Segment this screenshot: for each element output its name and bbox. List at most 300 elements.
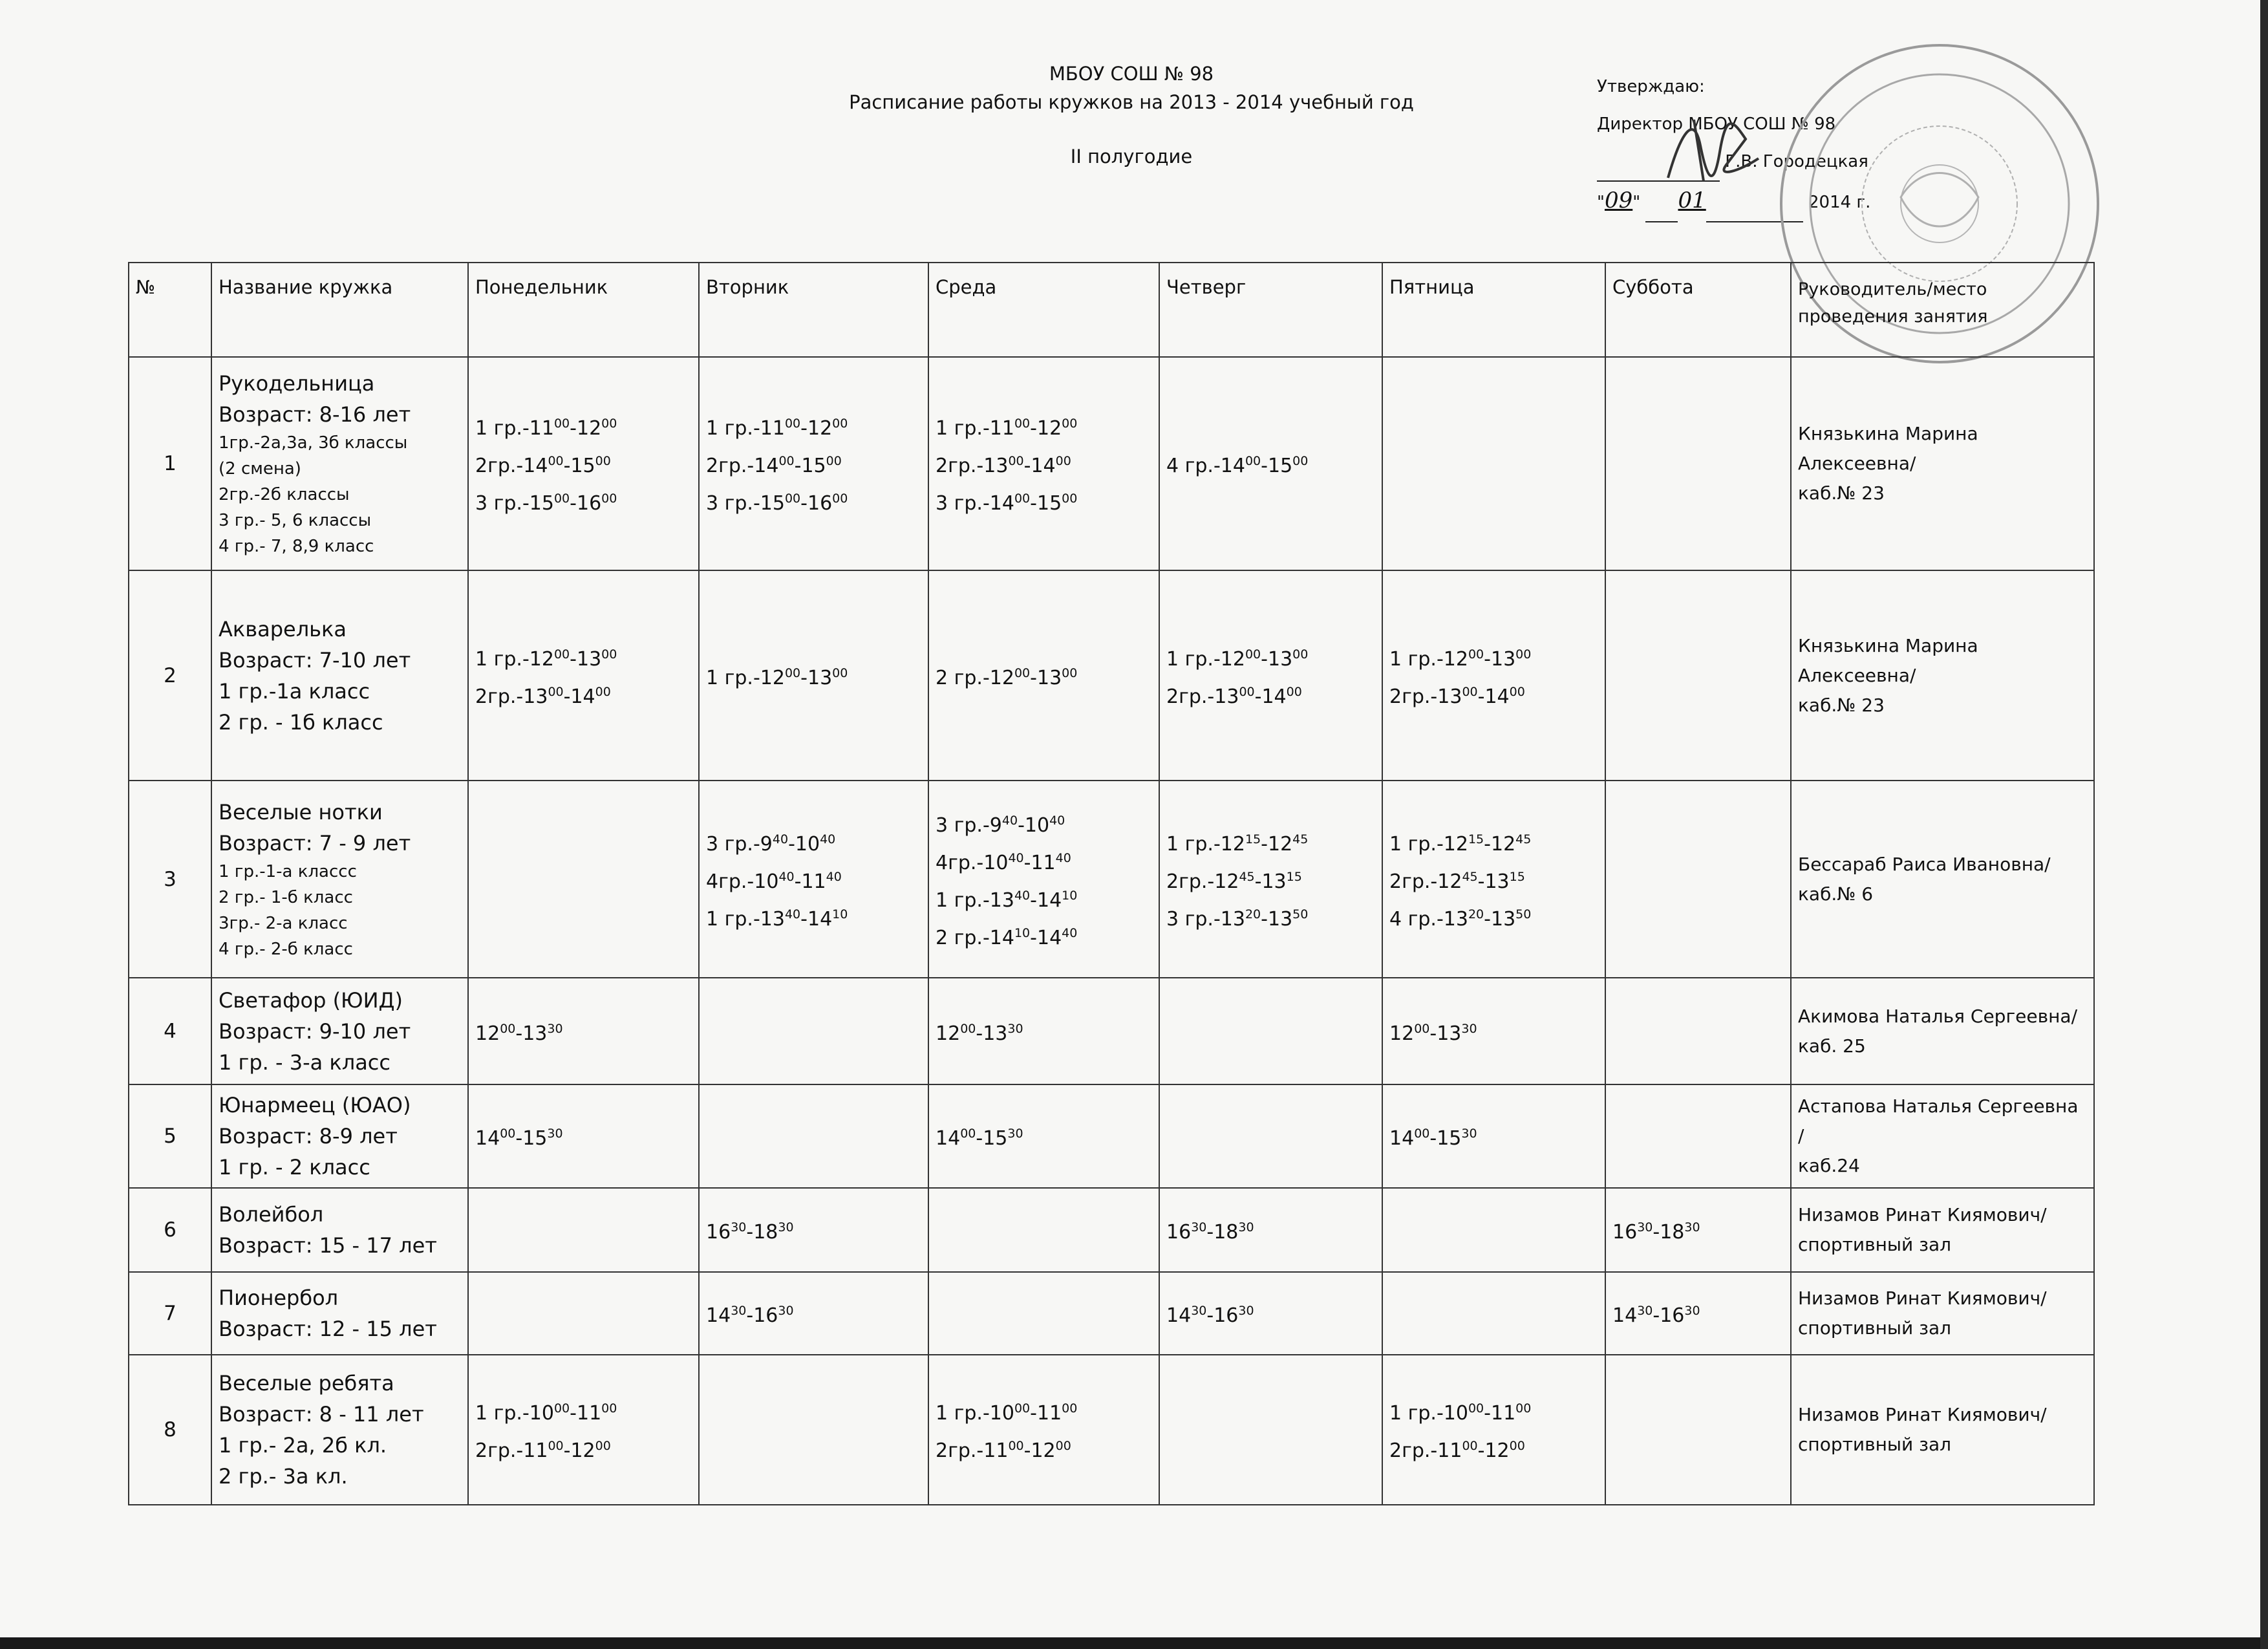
table-row bbox=[129, 1355, 2094, 1505]
schedule-cell-tue bbox=[699, 357, 928, 570]
leader-line: Бессараб Раиса Ивановна/ bbox=[1798, 853, 2051, 875]
table-row bbox=[129, 1188, 2094, 1272]
time-slot: $12^{00}-13^{30}$ bbox=[475, 1021, 563, 1045]
minutes: 30 bbox=[1637, 1304, 1653, 1318]
minutes: 30 bbox=[1637, 1220, 1653, 1234]
club-group: 2 гр.- 1-б класс bbox=[219, 887, 353, 907]
col-header-thu: Четверг bbox=[1159, 263, 1382, 357]
time-slot: 3 $гр.-15^{00}-16^{00}$ bbox=[475, 491, 617, 515]
row-number: 3 bbox=[129, 781, 211, 978]
minutes: 00 bbox=[595, 454, 611, 468]
semester-label: II полугодие bbox=[1070, 146, 1193, 167]
schedule-cell-sat bbox=[1605, 1355, 1791, 1505]
minutes: 00 bbox=[595, 1439, 611, 1453]
time-slot: 3 $гр.-9^{40}-10^{40}$ bbox=[706, 832, 836, 856]
col-header-tue: Вторник bbox=[699, 263, 928, 357]
club-cell bbox=[211, 1188, 468, 1272]
club-cell bbox=[211, 781, 468, 978]
minutes: 00 bbox=[1286, 684, 1302, 699]
row-number: 2 bbox=[129, 570, 211, 781]
minutes: 30 bbox=[1191, 1220, 1207, 1234]
minutes: 20 bbox=[1245, 907, 1261, 921]
time-slot: $16^{30}-18^{30}$ bbox=[1612, 1220, 1700, 1244]
leader-line: каб.24 bbox=[1798, 1155, 1860, 1176]
minutes: 00 bbox=[1239, 684, 1255, 699]
leader-cell bbox=[1791, 1084, 2094, 1188]
row-number: 1 bbox=[129, 357, 211, 570]
schedule-cell-fri bbox=[1382, 781, 1605, 978]
document-header bbox=[711, 59, 1552, 171]
minutes: 40 bbox=[784, 907, 801, 921]
minutes: 15 bbox=[1286, 869, 1302, 884]
leader-line: каб.№ 23 bbox=[1798, 482, 1885, 504]
leader-line: каб.№ 23 bbox=[1798, 694, 1885, 716]
row-number: 7 bbox=[129, 1272, 211, 1355]
time-slot: $12^{00}-13^{30}$ bbox=[1389, 1021, 1477, 1045]
time-slot: $2гр.-14^{00}-15^{00}$ bbox=[475, 454, 611, 477]
time-slot: 1 $гр.-12^{00}-13^{00}$ bbox=[475, 647, 617, 671]
minutes: 15 bbox=[1468, 832, 1484, 846]
club-age: Возраст: 8-9 лет bbox=[219, 1124, 398, 1148]
time-slot: 3 $гр.-9^{40}-10^{40}$ bbox=[936, 813, 1065, 837]
club-group: 1 гр.-1-а классс bbox=[219, 861, 357, 881]
club-age: Возраст: 12 - 15 лет bbox=[219, 1317, 437, 1341]
minutes: 40 bbox=[1001, 813, 1018, 828]
schedule-cell-thu bbox=[1159, 978, 1382, 1084]
minutes: 00 bbox=[1462, 1439, 1478, 1453]
time-slot: $2гр.-11^{00}-12^{00}$ bbox=[936, 1439, 1071, 1462]
minutes: 00 bbox=[1509, 1439, 1525, 1453]
schedule-table bbox=[128, 262, 2095, 1505]
time-slot: $16^{30}-18^{30}$ bbox=[706, 1220, 794, 1244]
leader-line: спортивный зал bbox=[1798, 1234, 1952, 1255]
minutes: 00 bbox=[1062, 416, 1078, 431]
club-name: Веселые нотки bbox=[219, 799, 383, 824]
schedule-cell-wed bbox=[928, 1188, 1159, 1272]
leader-line: Акимова Наталья Сергеевна/ bbox=[1798, 1005, 2078, 1027]
approval-year: 2014 г. bbox=[1808, 193, 1871, 212]
minutes: 30 bbox=[547, 1021, 563, 1036]
time-slot: $14^{00}-15^{30}$ bbox=[1389, 1126, 1477, 1150]
schedule-cell-fri bbox=[1382, 1084, 1605, 1188]
time-slot: 1 $гр.-11^{00}-12^{00}$ bbox=[475, 416, 617, 440]
approval-date: "09" 01 2014 г. bbox=[1597, 182, 1959, 222]
club-group: 3 гр.- 5, 6 классы bbox=[219, 511, 372, 530]
minutes: 00 bbox=[500, 1126, 516, 1141]
time-slot: 2 $гр.-14^{10}-14^{40}$ bbox=[936, 925, 1078, 949]
schedule-cell-wed bbox=[928, 570, 1159, 781]
schedule-cell-tue bbox=[699, 1355, 928, 1505]
time-slot: $2гр.-12^{45}-13^{15}$ bbox=[1389, 869, 1525, 893]
table-row bbox=[129, 570, 2094, 781]
time-slot: $14^{30}-16^{30}$ bbox=[1612, 1304, 1700, 1327]
schedule-cell-wed bbox=[928, 781, 1159, 978]
time-slot: $2гр.-11^{00}-12^{00}$ bbox=[475, 1439, 611, 1462]
time-slot: 3 $гр.-13^{20}-13^{50}$ bbox=[1166, 907, 1309, 931]
table-row bbox=[129, 978, 2094, 1084]
time-slot: $2гр.-13^{00}-14^{00}$ bbox=[1389, 684, 1525, 708]
minutes: 00 bbox=[1292, 647, 1309, 662]
leader-cell bbox=[1791, 978, 2094, 1084]
document-title: Расписание работы кружков на 2013 - 2014 учебный год bbox=[849, 91, 1414, 113]
minutes: 00 bbox=[1014, 1401, 1031, 1416]
club-age: Возраст: 8-16 лет bbox=[219, 402, 411, 427]
time-slot: 3 $гр.-14^{00}-15^{00}$ bbox=[936, 491, 1078, 515]
minutes: 00 bbox=[778, 454, 795, 468]
schedule-cell-tue bbox=[699, 978, 928, 1084]
minutes: 00 bbox=[784, 491, 801, 506]
minutes: 00 bbox=[832, 416, 848, 431]
club-age: Возраст: 8 - 11 лет bbox=[219, 1402, 424, 1427]
minutes: 30 bbox=[1191, 1304, 1207, 1318]
row-number: 4 bbox=[129, 978, 211, 1084]
schedule-cell-sat bbox=[1605, 1272, 1791, 1355]
leader-line: Алексеевна/ bbox=[1798, 453, 1916, 474]
schedule-cell-thu bbox=[1159, 781, 1382, 978]
minutes: 40 bbox=[772, 832, 789, 846]
club-name: Акварелька bbox=[219, 616, 347, 641]
leader-cell bbox=[1791, 781, 2094, 978]
club-age: Возраст: 15 - 17 лет bbox=[219, 1233, 437, 1258]
col-header-num: № bbox=[129, 263, 211, 357]
schedule-cell-tue bbox=[699, 1272, 928, 1355]
minutes: 30 bbox=[1684, 1220, 1700, 1234]
schedule-cell-wed bbox=[928, 357, 1159, 570]
minutes: 00 bbox=[1414, 1021, 1430, 1036]
minutes: 00 bbox=[1014, 416, 1031, 431]
minutes: 00 bbox=[553, 647, 570, 662]
approval-line-1: Утверждаю: bbox=[1597, 77, 1705, 96]
minutes: 00 bbox=[601, 1401, 617, 1416]
time-slot: $14^{30}-16^{30}$ bbox=[706, 1304, 794, 1327]
club-group: 1 гр. - 3-а класс bbox=[219, 1050, 390, 1075]
minutes: 50 bbox=[1515, 907, 1532, 921]
schedule-cell-mon bbox=[468, 1355, 699, 1505]
approval-line-2: Директор МБОУ СОШ № 98 bbox=[1597, 114, 1836, 134]
schedule-cell-sat bbox=[1605, 1188, 1791, 1272]
minutes: 00 bbox=[1509, 684, 1525, 699]
leader-line: Низамов Ринат Киямович/ bbox=[1798, 1204, 2047, 1225]
minutes: 00 bbox=[784, 665, 801, 680]
schedule-cell-thu bbox=[1159, 1272, 1382, 1355]
minutes: 00 bbox=[1468, 1401, 1484, 1416]
time-slot: $2гр.-13^{00}-14^{00}$ bbox=[1166, 684, 1302, 708]
time-slot: 1 $гр.-12^{00}-13^{00}$ bbox=[1389, 647, 1532, 671]
signer-name: Г.В. Городецкая bbox=[1725, 152, 1868, 171]
minutes: 00 bbox=[1515, 647, 1532, 662]
leader-line: Князькина Марина bbox=[1798, 634, 1978, 656]
minutes: 45 bbox=[1239, 869, 1255, 884]
leader-line: Астапова Наталья Сергеевна / bbox=[1798, 1095, 2079, 1147]
time-slot: $14^{00}-15^{30}$ bbox=[475, 1126, 563, 1150]
minutes: 00 bbox=[553, 491, 570, 506]
minutes: 30 bbox=[547, 1126, 563, 1141]
col-header-sat: Суббота bbox=[1605, 263, 1791, 357]
minutes: 45 bbox=[1292, 832, 1309, 846]
minutes: 00 bbox=[553, 1401, 570, 1416]
minutes: 00 bbox=[1062, 1401, 1078, 1416]
minutes: 00 bbox=[832, 491, 848, 506]
schedule-cell-tue bbox=[699, 781, 928, 978]
minutes: 00 bbox=[595, 684, 611, 699]
minutes: 00 bbox=[601, 647, 617, 662]
leader-line: спортивный зал bbox=[1798, 1317, 1952, 1339]
minutes: 00 bbox=[1292, 454, 1309, 468]
minutes: 00 bbox=[601, 416, 617, 431]
club-cell bbox=[211, 570, 468, 781]
schedule-cell-mon bbox=[468, 1084, 699, 1188]
leader-cell bbox=[1791, 1188, 2094, 1272]
time-slot: 1 $гр.-10^{00}-11^{00}$ bbox=[475, 1401, 617, 1425]
club-group: 2 гр. - 1б класс bbox=[219, 709, 383, 735]
club-group: 3гр.- 2-а класс bbox=[219, 913, 348, 933]
time-slot: $2гр.-14^{00}-15^{00}$ bbox=[706, 454, 842, 477]
schedule-cell-mon bbox=[468, 978, 699, 1084]
minutes: 30 bbox=[1238, 1304, 1254, 1318]
minutes: 40 bbox=[1055, 850, 1071, 865]
schedule-cell-tue bbox=[699, 1084, 928, 1188]
club-group: 4 гр.- 7, 8,9 класс bbox=[219, 537, 374, 556]
minutes: 15 bbox=[1509, 869, 1525, 884]
schedule-cell-thu bbox=[1159, 1084, 1382, 1188]
schedule-cell-fri bbox=[1382, 1355, 1605, 1505]
minutes: 00 bbox=[1468, 647, 1484, 662]
col-header-name: Название кружка bbox=[211, 263, 468, 357]
col-header-leader: Руководитель/место проведения занятия bbox=[1791, 263, 2094, 357]
schedule-cell-thu bbox=[1159, 1355, 1382, 1505]
club-cell bbox=[211, 1272, 468, 1355]
minutes: 00 bbox=[960, 1126, 976, 1141]
minutes: 40 bbox=[1062, 925, 1078, 940]
minutes: 30 bbox=[778, 1304, 794, 1318]
minutes: 00 bbox=[1515, 1401, 1532, 1416]
club-group: 1гр.-2а,3а, 3б классы bbox=[219, 433, 408, 453]
schedule-cell-mon bbox=[468, 1188, 699, 1272]
time-slot: 1 $гр.-13^{40}-14^{10}$ bbox=[936, 888, 1078, 912]
time-slot: $12^{00}-13^{30}$ bbox=[936, 1021, 1023, 1045]
minutes: 00 bbox=[1008, 1439, 1024, 1453]
school-name: МБОУ СОШ № 98 bbox=[1049, 63, 1214, 85]
time-slot: 4 $гр.-13^{20}-13^{50}$ bbox=[1389, 907, 1532, 931]
schedule-cell-sat bbox=[1605, 1084, 1791, 1188]
schedule-cell-sat bbox=[1605, 357, 1791, 570]
club-group: (2 смена) bbox=[219, 459, 301, 479]
club-cell bbox=[211, 357, 468, 570]
club-name: Волейбол bbox=[219, 1202, 324, 1227]
row-number: 5 bbox=[129, 1084, 211, 1188]
minutes: 10 bbox=[1062, 888, 1078, 903]
leader-line: Низамов Ринат Киямович/ bbox=[1798, 1404, 2047, 1425]
table-row bbox=[129, 781, 2094, 978]
row-number: 8 bbox=[129, 1355, 211, 1505]
time-slot: 1 $гр.-12^{00}-13^{00}$ bbox=[1166, 647, 1309, 671]
minutes: 40 bbox=[826, 869, 842, 884]
time-slot: 1 $гр.-12^{00}-13^{00}$ bbox=[706, 665, 848, 689]
schedule-cell-thu bbox=[1159, 357, 1382, 570]
minutes: 40 bbox=[1008, 850, 1024, 865]
schedule-cell-mon bbox=[468, 357, 699, 570]
table-row bbox=[129, 1272, 2094, 1355]
schedule-cell-thu bbox=[1159, 570, 1382, 781]
schedule-cell-tue bbox=[699, 1188, 928, 1272]
time-slot: $4гр.-10^{40}-11^{40}$ bbox=[936, 850, 1071, 874]
schedule-cell-fri bbox=[1382, 1188, 1605, 1272]
leader-line: Низамов Ринат Киямович/ bbox=[1798, 1288, 2047, 1309]
minutes: 00 bbox=[500, 1021, 516, 1036]
minutes: 20 bbox=[1468, 907, 1484, 921]
schedule-cell-fri bbox=[1382, 570, 1605, 781]
minutes: 30 bbox=[731, 1304, 747, 1318]
club-group: 1 гр. - 2 класс bbox=[219, 1155, 370, 1180]
minutes: 15 bbox=[1245, 832, 1261, 846]
club-age: Возраст: 7 - 9 лет bbox=[219, 830, 411, 856]
leader-cell bbox=[1791, 1355, 2094, 1505]
schedule-cell-mon bbox=[468, 1272, 699, 1355]
time-slot: 1 $гр.-10^{00}-11^{00}$ bbox=[936, 1401, 1078, 1425]
minutes: 00 bbox=[784, 416, 801, 431]
row-number: 6 bbox=[129, 1188, 211, 1272]
schedule-cell-tue bbox=[699, 570, 928, 781]
minutes: 30 bbox=[731, 1220, 747, 1234]
club-age: Возраст: 9-10 лет bbox=[219, 1018, 411, 1044]
club-cell bbox=[211, 1355, 468, 1505]
minutes: 00 bbox=[1014, 665, 1031, 680]
schedule-cell-mon bbox=[468, 570, 699, 781]
leader-line: Алексеевна/ bbox=[1798, 664, 1916, 686]
club-name: Веселые ребята bbox=[219, 1371, 394, 1396]
table-row bbox=[129, 357, 2094, 570]
approval-month: 01 bbox=[1678, 188, 1706, 213]
time-slot: 1 $гр.-10^{00}-11^{00}$ bbox=[1389, 1401, 1532, 1425]
leader-line: каб. 25 bbox=[1798, 1035, 1866, 1057]
minutes: 00 bbox=[1462, 684, 1478, 699]
minutes: 00 bbox=[1055, 454, 1071, 468]
leader-cell bbox=[1791, 357, 2094, 570]
table-row bbox=[129, 1084, 2094, 1188]
minutes: 00 bbox=[1062, 491, 1078, 506]
schedule-cell-sat bbox=[1605, 570, 1791, 781]
approval-day: 09 bbox=[1604, 188, 1633, 213]
minutes: 00 bbox=[601, 491, 617, 506]
minutes: 30 bbox=[1461, 1126, 1477, 1141]
time-slot: $2гр.-12^{45}-13^{15}$ bbox=[1166, 869, 1302, 893]
minutes: 10 bbox=[1014, 925, 1031, 940]
schedule-cell-mon bbox=[468, 781, 699, 978]
time-slot: $14^{30}-16^{30}$ bbox=[1166, 1304, 1254, 1327]
leader-line: каб.№ 6 bbox=[1798, 883, 1874, 905]
minutes: 00 bbox=[1245, 454, 1261, 468]
minutes: 00 bbox=[553, 416, 570, 431]
minutes: 00 bbox=[826, 454, 842, 468]
club-cell bbox=[211, 978, 468, 1084]
table-header-row bbox=[129, 263, 2094, 357]
schedule-cell-wed bbox=[928, 1355, 1159, 1505]
club-name: Светафор (ЮИД) bbox=[219, 987, 403, 1013]
minutes: 30 bbox=[1007, 1126, 1023, 1141]
schedule-cell-sat bbox=[1605, 781, 1791, 978]
minutes: 00 bbox=[1055, 1439, 1071, 1453]
club-group: 4 гр.- 2-б класс bbox=[219, 939, 353, 959]
schedule-cell-wed bbox=[928, 978, 1159, 1084]
scan-right-edge bbox=[2260, 0, 2268, 1649]
club-group: 2гр.-2б классы bbox=[219, 485, 350, 504]
club-cell bbox=[211, 1084, 468, 1188]
minutes: 40 bbox=[1014, 888, 1031, 903]
schedule-cell-fri bbox=[1382, 1272, 1605, 1355]
minutes: 30 bbox=[1684, 1304, 1700, 1318]
minutes: 50 bbox=[1292, 907, 1309, 921]
time-slot: $14^{00}-15^{30}$ bbox=[936, 1126, 1023, 1150]
leader-cell bbox=[1791, 1272, 2094, 1355]
schedule-cell-wed bbox=[928, 1084, 1159, 1188]
leader-cell bbox=[1791, 570, 2094, 781]
minutes: 00 bbox=[548, 684, 564, 699]
minutes: 00 bbox=[1414, 1126, 1430, 1141]
col-header-fri: Пятница bbox=[1382, 263, 1605, 357]
time-slot: 4 $гр.-14^{00}-15^{00}$ bbox=[1166, 454, 1309, 477]
minutes: 00 bbox=[1245, 647, 1261, 662]
leader-line: спортивный зал bbox=[1798, 1434, 1952, 1455]
time-slot: $2гр.-11^{00}-12^{00}$ bbox=[1389, 1439, 1525, 1462]
signature-icon bbox=[1655, 107, 1765, 197]
schedule-cell-sat bbox=[1605, 978, 1791, 1084]
col-header-mon: Понедельник bbox=[468, 263, 699, 357]
minutes: 40 bbox=[1049, 813, 1065, 828]
leader-line: Князькина Марина bbox=[1798, 423, 1978, 444]
time-slot: 1 $гр.-13^{40}-14^{10}$ bbox=[706, 907, 848, 931]
club-name: Юнармеец (ЮАО) bbox=[219, 1093, 411, 1117]
time-slot: $16^{30}-18^{30}$ bbox=[1166, 1220, 1254, 1244]
minutes: 40 bbox=[820, 832, 836, 846]
minutes: 30 bbox=[1461, 1021, 1477, 1036]
minutes: 00 bbox=[960, 1021, 976, 1036]
minutes: 00 bbox=[1062, 665, 1078, 680]
time-slot: 3 $гр.-15^{00}-16^{00}$ bbox=[706, 491, 848, 515]
col-header-wed: Среда bbox=[928, 263, 1159, 357]
schedule-cell-fri bbox=[1382, 978, 1605, 1084]
minutes: 00 bbox=[548, 1439, 564, 1453]
minutes: 00 bbox=[1008, 454, 1024, 468]
club-name: Рукодельница bbox=[219, 371, 375, 396]
time-slot: 1 $гр.-12^{15}-12^{45}$ bbox=[1389, 832, 1532, 856]
minutes: 45 bbox=[1462, 869, 1478, 884]
club-group: 2 гр.- 3а кл. bbox=[219, 1464, 348, 1489]
club-age: Возраст: 7-10 лет bbox=[219, 647, 411, 673]
club-group: 1 гр.-1а класс bbox=[219, 678, 370, 704]
time-slot: 1 $гр.-11^{00}-12^{00}$ bbox=[706, 416, 848, 440]
schedule-cell-thu bbox=[1159, 1188, 1382, 1272]
club-name: Пионербол bbox=[219, 1286, 339, 1310]
minutes: 10 bbox=[832, 907, 848, 921]
minutes: 00 bbox=[832, 665, 848, 680]
time-slot: $2гр.-13^{00}-14^{00}$ bbox=[936, 454, 1071, 477]
time-slot: $2гр.-13^{00}-14^{00}$ bbox=[475, 684, 611, 708]
minutes: 30 bbox=[778, 1220, 794, 1234]
minutes: 45 bbox=[1515, 832, 1532, 846]
club-group: 1 гр.- 2а, 2б кл. bbox=[219, 1433, 387, 1458]
minutes: 30 bbox=[1007, 1021, 1023, 1036]
minutes: 00 bbox=[548, 454, 564, 468]
minutes: 30 bbox=[1238, 1220, 1254, 1234]
scan-bottom-edge bbox=[0, 1637, 2268, 1649]
time-slot: 2 $гр.-12^{00}-13^{00}$ bbox=[936, 665, 1078, 689]
schedule-cell-wed bbox=[928, 1272, 1159, 1355]
minutes: 00 bbox=[1014, 491, 1031, 506]
time-slot: 1 $гр.-12^{15}-12^{45}$ bbox=[1166, 832, 1309, 856]
minutes: 40 bbox=[778, 869, 795, 884]
schedule-cell-fri bbox=[1382, 357, 1605, 570]
time-slot: $4гр.-10^{40}-11^{40}$ bbox=[706, 869, 842, 893]
